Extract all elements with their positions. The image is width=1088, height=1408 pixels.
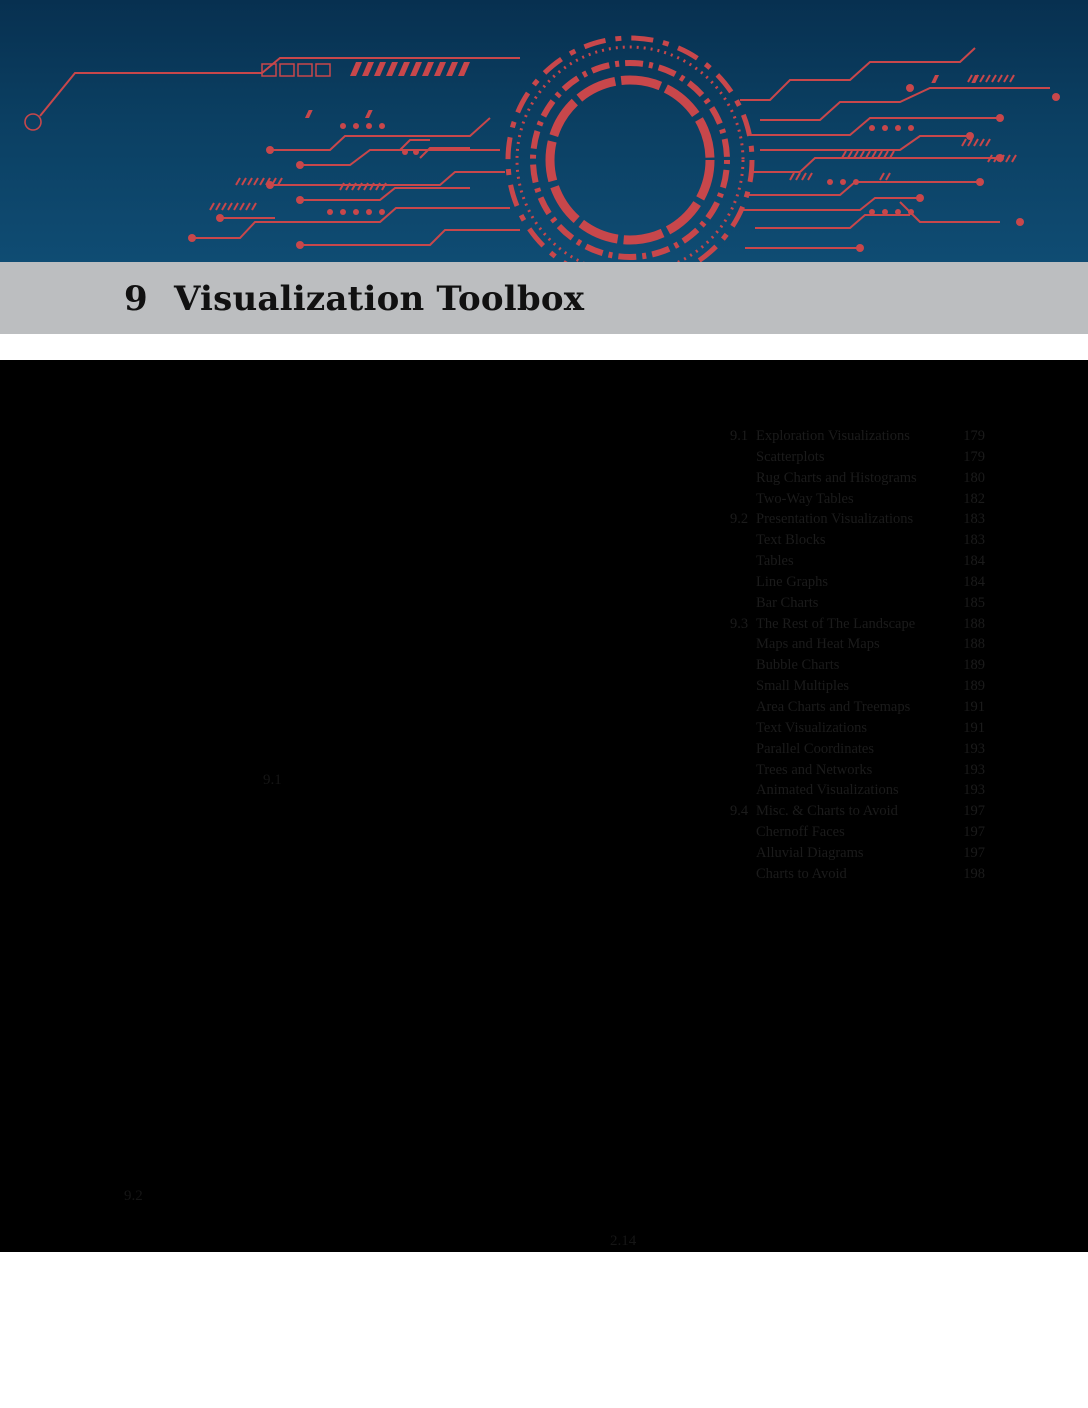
toc-entry[interactable]: [726, 739, 988, 760]
toc-page-number: 184: [963, 573, 985, 590]
toc-section-number: 9.2: [730, 511, 749, 528]
toc-entry-title[interactable]: Trees and Networks: [756, 761, 873, 778]
toc-entry-title[interactable]: Area Charts and Treemaps: [756, 698, 911, 715]
toc-entry-title[interactable]: Exploration Visualizations: [756, 428, 910, 444]
toc-page-number: 183: [963, 532, 985, 549]
toc-page-number: 189: [963, 678, 985, 695]
toc-page-number: 197: [963, 803, 985, 820]
toc-section-number: 9.1: [730, 428, 749, 444]
chapter-title-text: Visualization Toolbox: [174, 279, 585, 319]
chapter-number: 9: [124, 279, 148, 319]
toc-entry-title[interactable]: Charts to Avoid: [756, 865, 847, 882]
toc-entry[interactable]: [726, 718, 988, 739]
toc-entry-title[interactable]: Misc. & Charts to Avoid: [756, 803, 898, 820]
toc-entry[interactable]: [726, 593, 988, 614]
toc-entry-title[interactable]: Presentation Visualizations: [756, 511, 914, 528]
toc-entry-title[interactable]: Animated Visualizations: [756, 782, 899, 799]
figure-ref-label: 2.14: [610, 1233, 637, 1249]
toc-entry[interactable]: [726, 551, 988, 572]
toc-page-number: 197: [963, 824, 985, 841]
circuit-board-illustration: [0, 0, 1088, 262]
section-ref-label: 9.2: [124, 1188, 143, 1204]
toc-entry[interactable]: [726, 697, 988, 718]
toc-page-number: 193: [963, 740, 985, 757]
toc-entry[interactable]: [726, 864, 988, 885]
toc-section-number: 9.3: [730, 615, 749, 632]
toc-entry[interactable]: [726, 572, 988, 593]
toc-page-number: 191: [963, 698, 985, 715]
toc-entry-title[interactable]: Text Visualizations: [756, 719, 868, 736]
toc-page-number: 193: [963, 761, 985, 778]
chapter-toc: [726, 426, 988, 885]
toc-entry-title[interactable]: Chernoff Faces: [756, 824, 845, 841]
toc-entry-title[interactable]: Scatterplots: [756, 448, 825, 465]
toc-entry-title[interactable]: Two-Way Tables: [756, 490, 854, 507]
toc-entry[interactable]: [726, 614, 988, 635]
toc-entry-title[interactable]: Bar Charts: [756, 594, 819, 611]
toc-entry[interactable]: [726, 801, 988, 822]
toc-page-number: 193: [963, 782, 985, 799]
toc-entry[interactable]: [726, 634, 988, 655]
toc-entry[interactable]: [726, 530, 988, 551]
toc-entry[interactable]: [726, 822, 988, 843]
toc-page-number: 185: [963, 594, 985, 611]
toc-page-number: 188: [963, 615, 985, 632]
toc-entry[interactable]: [726, 676, 988, 697]
toc-entry-title[interactable]: Tables: [756, 553, 794, 570]
toc-page-number: 188: [963, 636, 985, 653]
toc-entry-title[interactable]: Maps and Heat Maps: [756, 636, 880, 653]
toc-entry[interactable]: [726, 843, 988, 864]
toc-entry[interactable]: [726, 509, 988, 530]
toc-entry[interactable]: [726, 780, 988, 801]
toc-entry-title[interactable]: Text Blocks: [756, 532, 826, 549]
toc-entry-title[interactable]: Small Multiples: [756, 678, 850, 695]
toc-page-number: 179: [963, 428, 985, 444]
toc-section-number: 9.4: [730, 803, 749, 820]
toc-entry[interactable]: [726, 760, 988, 781]
toc-page-number: 197: [963, 844, 985, 861]
section-ref-label: 9.1: [263, 772, 282, 788]
toc-entry[interactable]: [726, 447, 988, 468]
toc-entry[interactable]: [726, 468, 988, 489]
toc-page-number: 180: [963, 469, 985, 486]
toc-page-number: 182: [963, 490, 985, 507]
toc-entry-title[interactable]: Line Graphs: [756, 573, 829, 590]
toc-entry-title[interactable]: Rug Charts and Histograms: [756, 469, 917, 486]
toc-entry-title[interactable]: Alluvial Diagrams: [756, 844, 864, 861]
toc-page-number: 179: [963, 448, 985, 465]
toc-entry[interactable]: [726, 489, 988, 510]
toc-entry-title[interactable]: Parallel Coordinates: [756, 740, 874, 757]
toc-entry[interactable]: [726, 426, 988, 447]
toc-page-number: 183: [963, 511, 985, 528]
toc-entry-title[interactable]: Bubble Charts: [756, 657, 840, 674]
toc-page-number: 189: [963, 657, 985, 674]
toc-page-number: 191: [963, 719, 985, 736]
chapter-heading: [124, 279, 584, 319]
toc-entry-title[interactable]: The Rest of The Landscape: [756, 615, 916, 632]
toc-page-number: 184: [963, 553, 985, 570]
toc-page-number: 198: [963, 865, 985, 882]
chapter-banner: [0, 0, 1088, 262]
toc-entry[interactable]: [726, 655, 988, 676]
